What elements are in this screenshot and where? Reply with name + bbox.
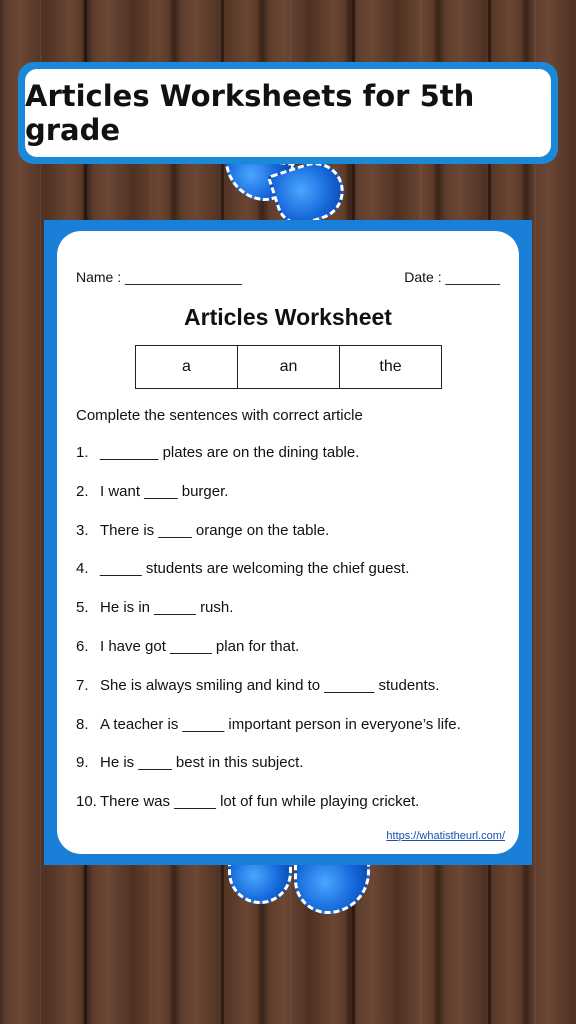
header-row bbox=[76, 269, 500, 285]
question-text: _____ students are welcoming the chief guest. bbox=[100, 560, 410, 578]
question-text: I have got _____ plan for that. bbox=[100, 637, 300, 655]
source-link[interactable]: https://whatistheurl.com/ bbox=[386, 830, 505, 842]
question-number: 2. bbox=[76, 482, 89, 500]
banner-title: Articles Worksheets for 5th grade bbox=[25, 79, 475, 147]
question-number: 1. bbox=[76, 444, 89, 461]
question-text: There is ____ orange on the table. bbox=[100, 521, 330, 539]
question-number: 7. bbox=[76, 676, 89, 694]
question-item bbox=[76, 560, 509, 599]
question-item bbox=[76, 483, 509, 522]
question-item bbox=[76, 716, 509, 755]
word-box bbox=[135, 345, 442, 389]
question-text: She is always smiling and kind to ______ students. bbox=[100, 676, 440, 694]
question-item bbox=[76, 444, 509, 483]
question-number: 3. bbox=[76, 521, 89, 539]
question-number: 10. bbox=[76, 793, 97, 811]
question-item bbox=[76, 522, 509, 561]
worksheet-frame bbox=[44, 220, 532, 865]
question-item bbox=[76, 793, 509, 832]
question-item bbox=[76, 599, 509, 638]
question-number: 5. bbox=[76, 599, 89, 617]
title-banner-inner bbox=[25, 69, 551, 157]
instructions: Complete the sentences with correct article bbox=[76, 407, 363, 424]
question-list bbox=[76, 444, 509, 832]
butterfly-bottom-icon bbox=[228, 856, 373, 918]
question-text: He is ____ best in this subject. bbox=[100, 754, 304, 772]
name-field: Name : _______________ bbox=[76, 269, 242, 285]
question-text: There was _____ lot of fun while playing cricket. bbox=[100, 793, 420, 811]
word-a: a bbox=[136, 346, 238, 388]
word-the: the bbox=[379, 358, 402, 375]
question-item bbox=[76, 638, 509, 677]
question-text: A teacher is _____ important person in everyone’s life. bbox=[100, 715, 461, 733]
question-item bbox=[76, 677, 509, 716]
question-number: 6. bbox=[76, 637, 89, 655]
worksheet-title: Articles Worksheet bbox=[184, 304, 392, 330]
title-banner bbox=[18, 62, 558, 164]
date-field: Date : _______ bbox=[404, 269, 500, 285]
question-text: He is in _____ rush. bbox=[100, 599, 234, 617]
question-number: 4. bbox=[76, 560, 89, 578]
question-text: _______ plates are on the dining table. bbox=[100, 444, 360, 461]
word-an: an bbox=[238, 346, 340, 388]
question-text: I want ____ burger. bbox=[100, 482, 229, 500]
question-number: 8. bbox=[76, 715, 89, 733]
question-item bbox=[76, 754, 509, 793]
question-number: 9. bbox=[76, 754, 89, 772]
worksheet bbox=[57, 231, 519, 854]
